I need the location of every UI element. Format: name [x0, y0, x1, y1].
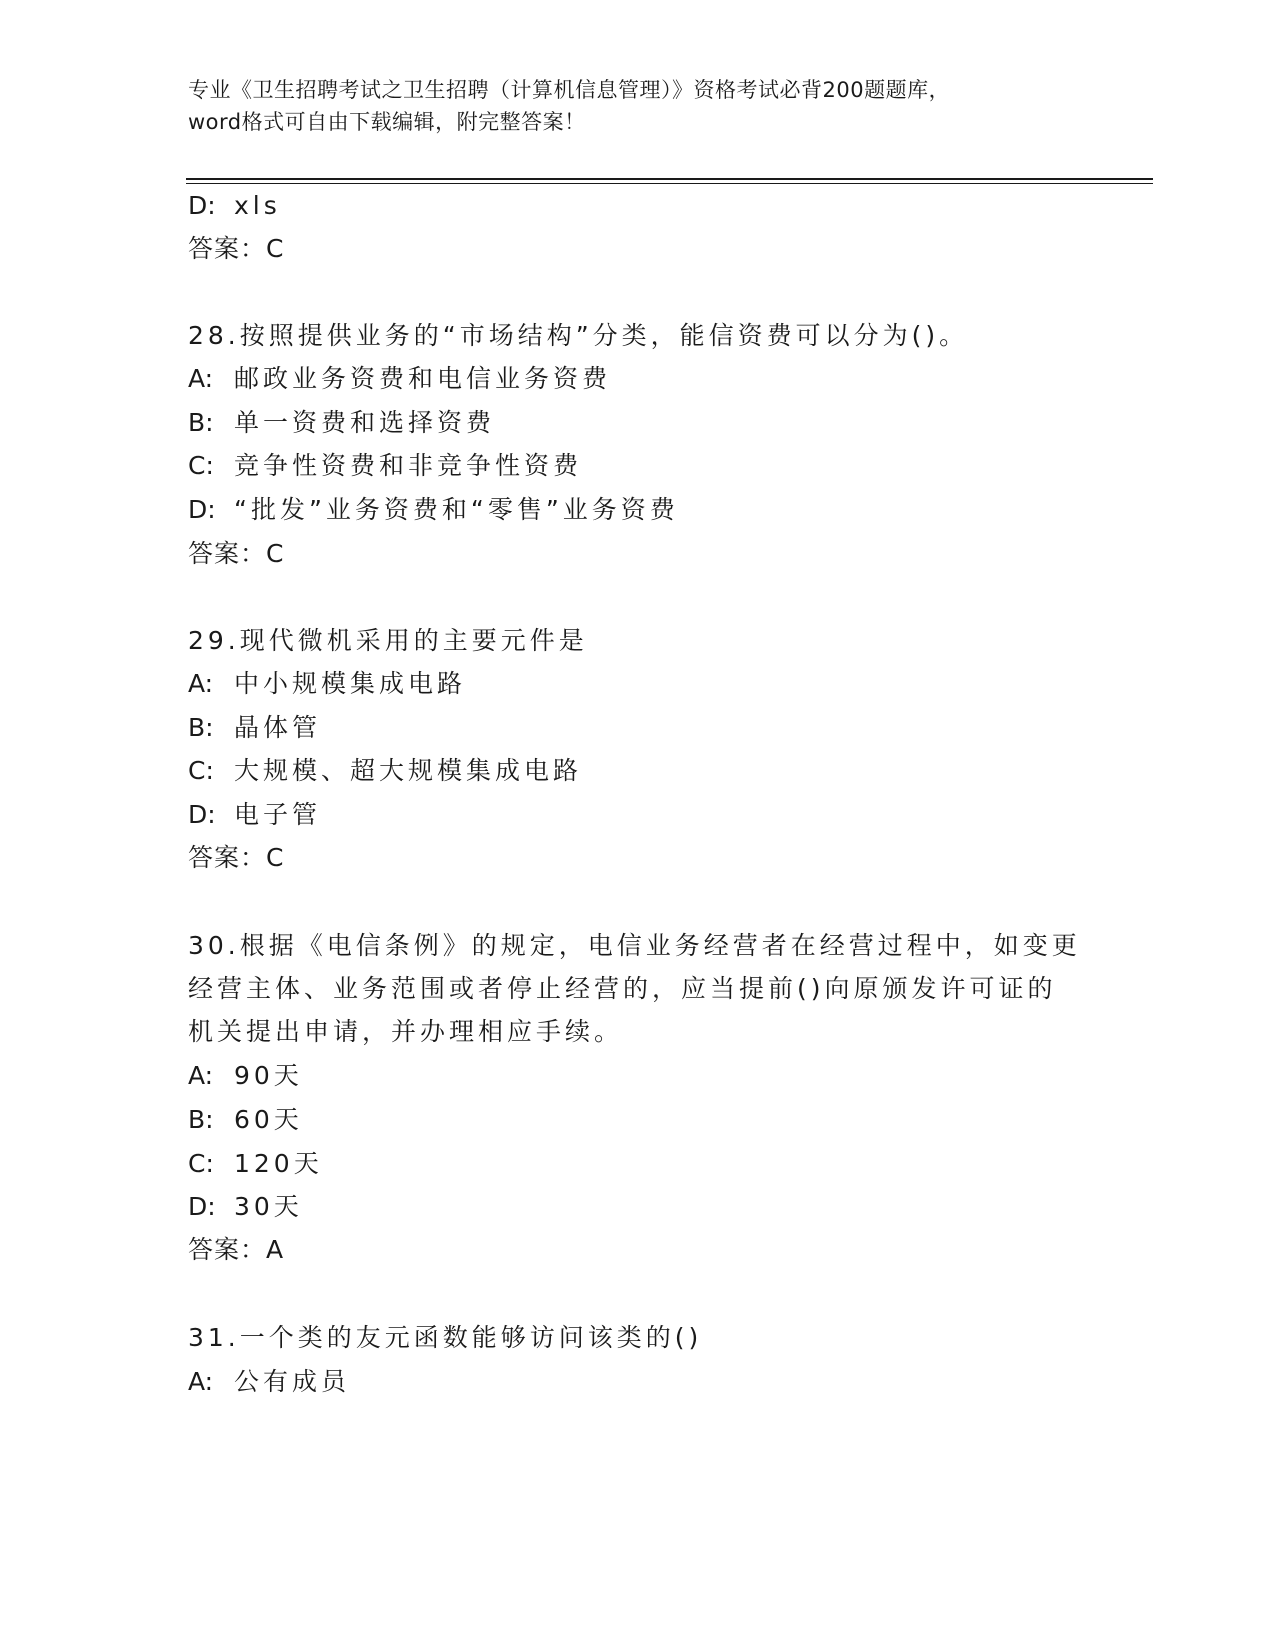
option-a [188, 1365, 350, 1399]
option-text: “批发”业务资费和“零售”业务资费 [234, 495, 679, 524]
option-text: 电子管 [234, 800, 322, 829]
option-text: 120天 [234, 1149, 323, 1178]
option-c [188, 449, 582, 483]
option-text: 90天 [234, 1061, 303, 1090]
question-stem-line-1: 30.根据《电信条例》的规定，电信业务经营者在经营过程中，如变更 [188, 931, 1081, 960]
option-a [188, 362, 611, 396]
option-b [188, 406, 495, 440]
option-b [188, 711, 321, 745]
question-stem: 29.现代微机采用的主要元件是 [188, 626, 588, 655]
header-rule-thin [186, 183, 1153, 184]
header-rule-thick [186, 178, 1153, 180]
option-key: D: [188, 800, 216, 829]
option-a [188, 667, 466, 701]
option-text: 单一资费和选择资费 [234, 408, 496, 437]
option-text: 30天 [234, 1192, 303, 1221]
option-text: 邮政业务资费和电信业务资费 [234, 364, 612, 393]
option-key: A: [188, 669, 214, 698]
option-key: A: [188, 1367, 214, 1396]
option-c [188, 754, 582, 788]
question-stem-line-3: 机关提出申请，并办理相应手续。 [188, 1017, 624, 1046]
option-text: 大规模、超大规模集成电路 [234, 756, 583, 785]
option-key: B: [188, 1105, 214, 1134]
option-key: C: [188, 1149, 214, 1178]
option-d [188, 189, 281, 223]
option-key: C: [188, 451, 214, 480]
answer-line: 答案：A [188, 1235, 285, 1264]
question-stem: 28.按照提供业务的“市场结构”分类，能信资费可以分为()。 [188, 321, 969, 350]
option-key: D: [188, 1192, 216, 1221]
option-d [188, 798, 321, 832]
document-header [188, 74, 1088, 138]
question-stem: 31.一个类的友元函数能够访问该类的() [188, 1323, 703, 1352]
option-key: A: [188, 1061, 214, 1090]
option-key: B: [188, 408, 214, 437]
option-key: B: [188, 713, 214, 742]
option-text: 中小规模集成电路 [234, 669, 467, 698]
answer-line: 答案：C [188, 234, 285, 263]
answer-line: 答案：C [188, 843, 285, 872]
option-c [188, 1147, 323, 1181]
header-line-1: 专业《卫生招聘考试之卫生招聘（计算机信息管理）》资格考试必背200题题库， [188, 78, 951, 102]
answer-line: 答案：C [188, 539, 285, 568]
option-key: C: [188, 756, 214, 785]
option-key: D: [188, 191, 216, 220]
option-text: 公有成员 [234, 1367, 351, 1396]
option-d [188, 493, 679, 527]
option-b [188, 1103, 303, 1137]
option-key: A: [188, 364, 214, 393]
option-key: D: [188, 495, 216, 524]
option-text: 竞争性资费和非竞争性资费 [234, 451, 583, 480]
option-d [188, 1190, 303, 1224]
option-text: 晶体管 [234, 713, 322, 742]
header-line-2: word格式可自由下载编辑，附完整答案！ [188, 110, 586, 134]
option-text: 60天 [234, 1105, 303, 1134]
option-text: xls [234, 191, 281, 220]
question-stem-line-2: 经营主体、业务范围或者停止经营的，应当提前()向原颁发许可证的 [188, 974, 1057, 1003]
option-a [188, 1059, 303, 1093]
